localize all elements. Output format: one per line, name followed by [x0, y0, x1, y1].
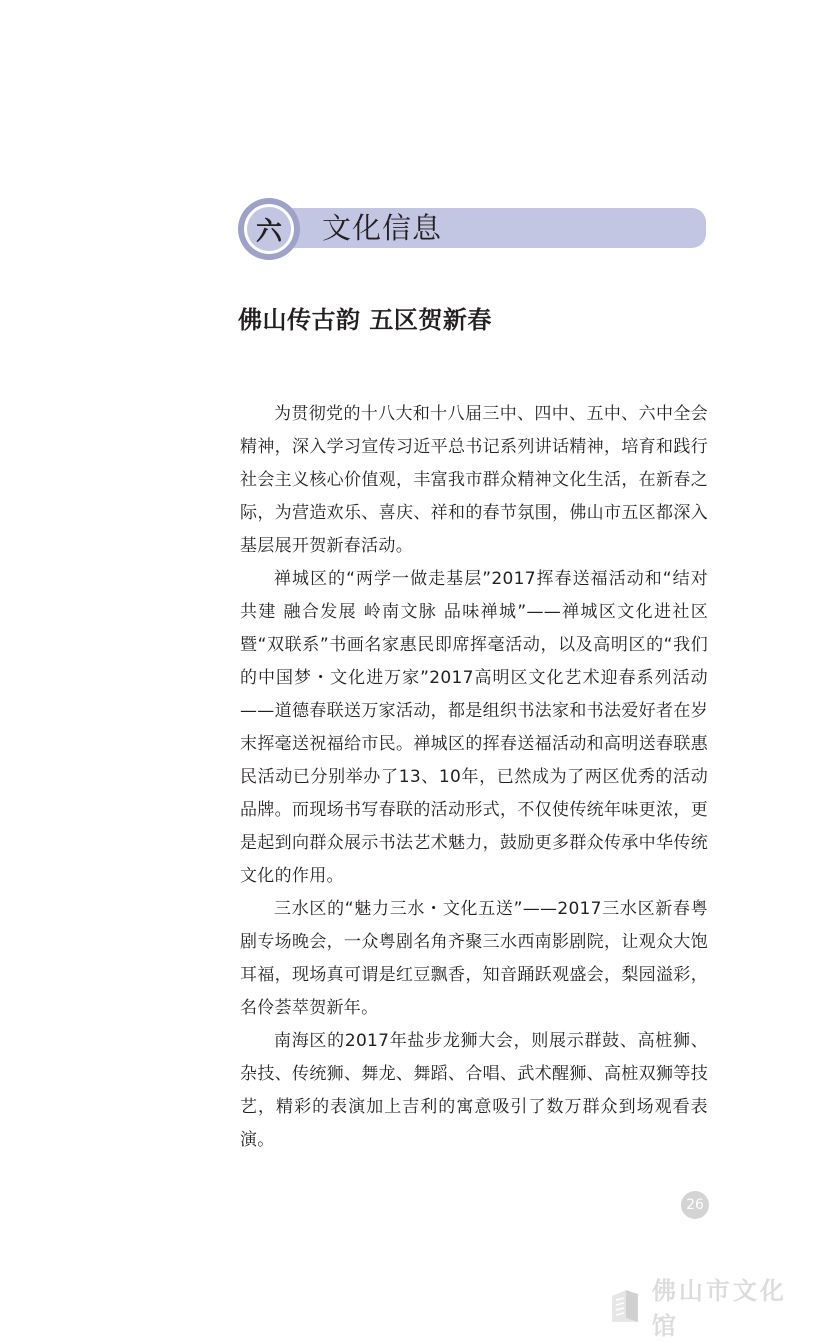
watermark	[608, 1276, 813, 1340]
chapter-number: 六	[247, 207, 291, 251]
chapter-number-badge	[238, 198, 300, 260]
watermark-text: 佛山市文化馆	[651, 1276, 787, 1340]
article-paragraph: 南海区的2017年盐步龙狮大会，则展示群鼓、高桩狮、杂技、传统狮、舞龙、舞蹈、合唱、武术醒狮、高桩双狮等技艺，精彩的表演加上吉利的寓意吸引了数万群众到场观看表演。	[240, 1031, 708, 1150]
article-body	[240, 398, 708, 1157]
chapter-title: 文化信息	[322, 211, 443, 245]
chapter-banner	[238, 198, 708, 262]
page-number: 26	[681, 1191, 709, 1219]
article-title: 佛山传古韵 五区贺新春	[238, 306, 492, 334]
article-paragraph: 禅城区的“两学一做走基层”2017挥春送福活动和“结对共建 融合发展 岭南文脉 品味禅城”——禅城区文化进社区暨“双联系”书画名家惠民即席挥毫活动，以及高明区的“我们的中国梦・文化进万家”2017高明区文化艺术迎春系列活动——道德春联送万家活动，都是组织书法家和书法爱好者在岁末挥毫送祝福给市民。禅城区的挥春送福活动和高明送春联惠民活动已分别举办了13、10年，已然成为了两区优秀的活动品牌。而现场书写春联的活动形式，不仅使传统年味更浓，更是起到向群众展示书法艺术魅力，鼓励更多群众传承中华传统文化的作用。	[240, 569, 708, 886]
article-paragraph: 为贯彻党的十八大和十八届三中、四中、五中、六中全会精神，深入学习宣传习近平总书记系列讲话精神，培育和践行社会主义核心价值观，丰富我市群众精神文化生活，在新春之际，为营造欢乐、喜庆、祥和的春节氛围，佛山市五区都深入基层展开贺新春活动。	[240, 404, 708, 556]
article-paragraph: 三水区的“魅力三水・文化五送”——2017三水区新春粤剧专场晚会，一众粤剧名角齐聚三水西南影剧院，让观众大饱耳福，现场真可谓是红豆飘香，知音踊跃观盛会，梨园溢彩，名伶荟萃贺新年。	[240, 899, 708, 1018]
library-building-icon	[608, 1288, 642, 1324]
